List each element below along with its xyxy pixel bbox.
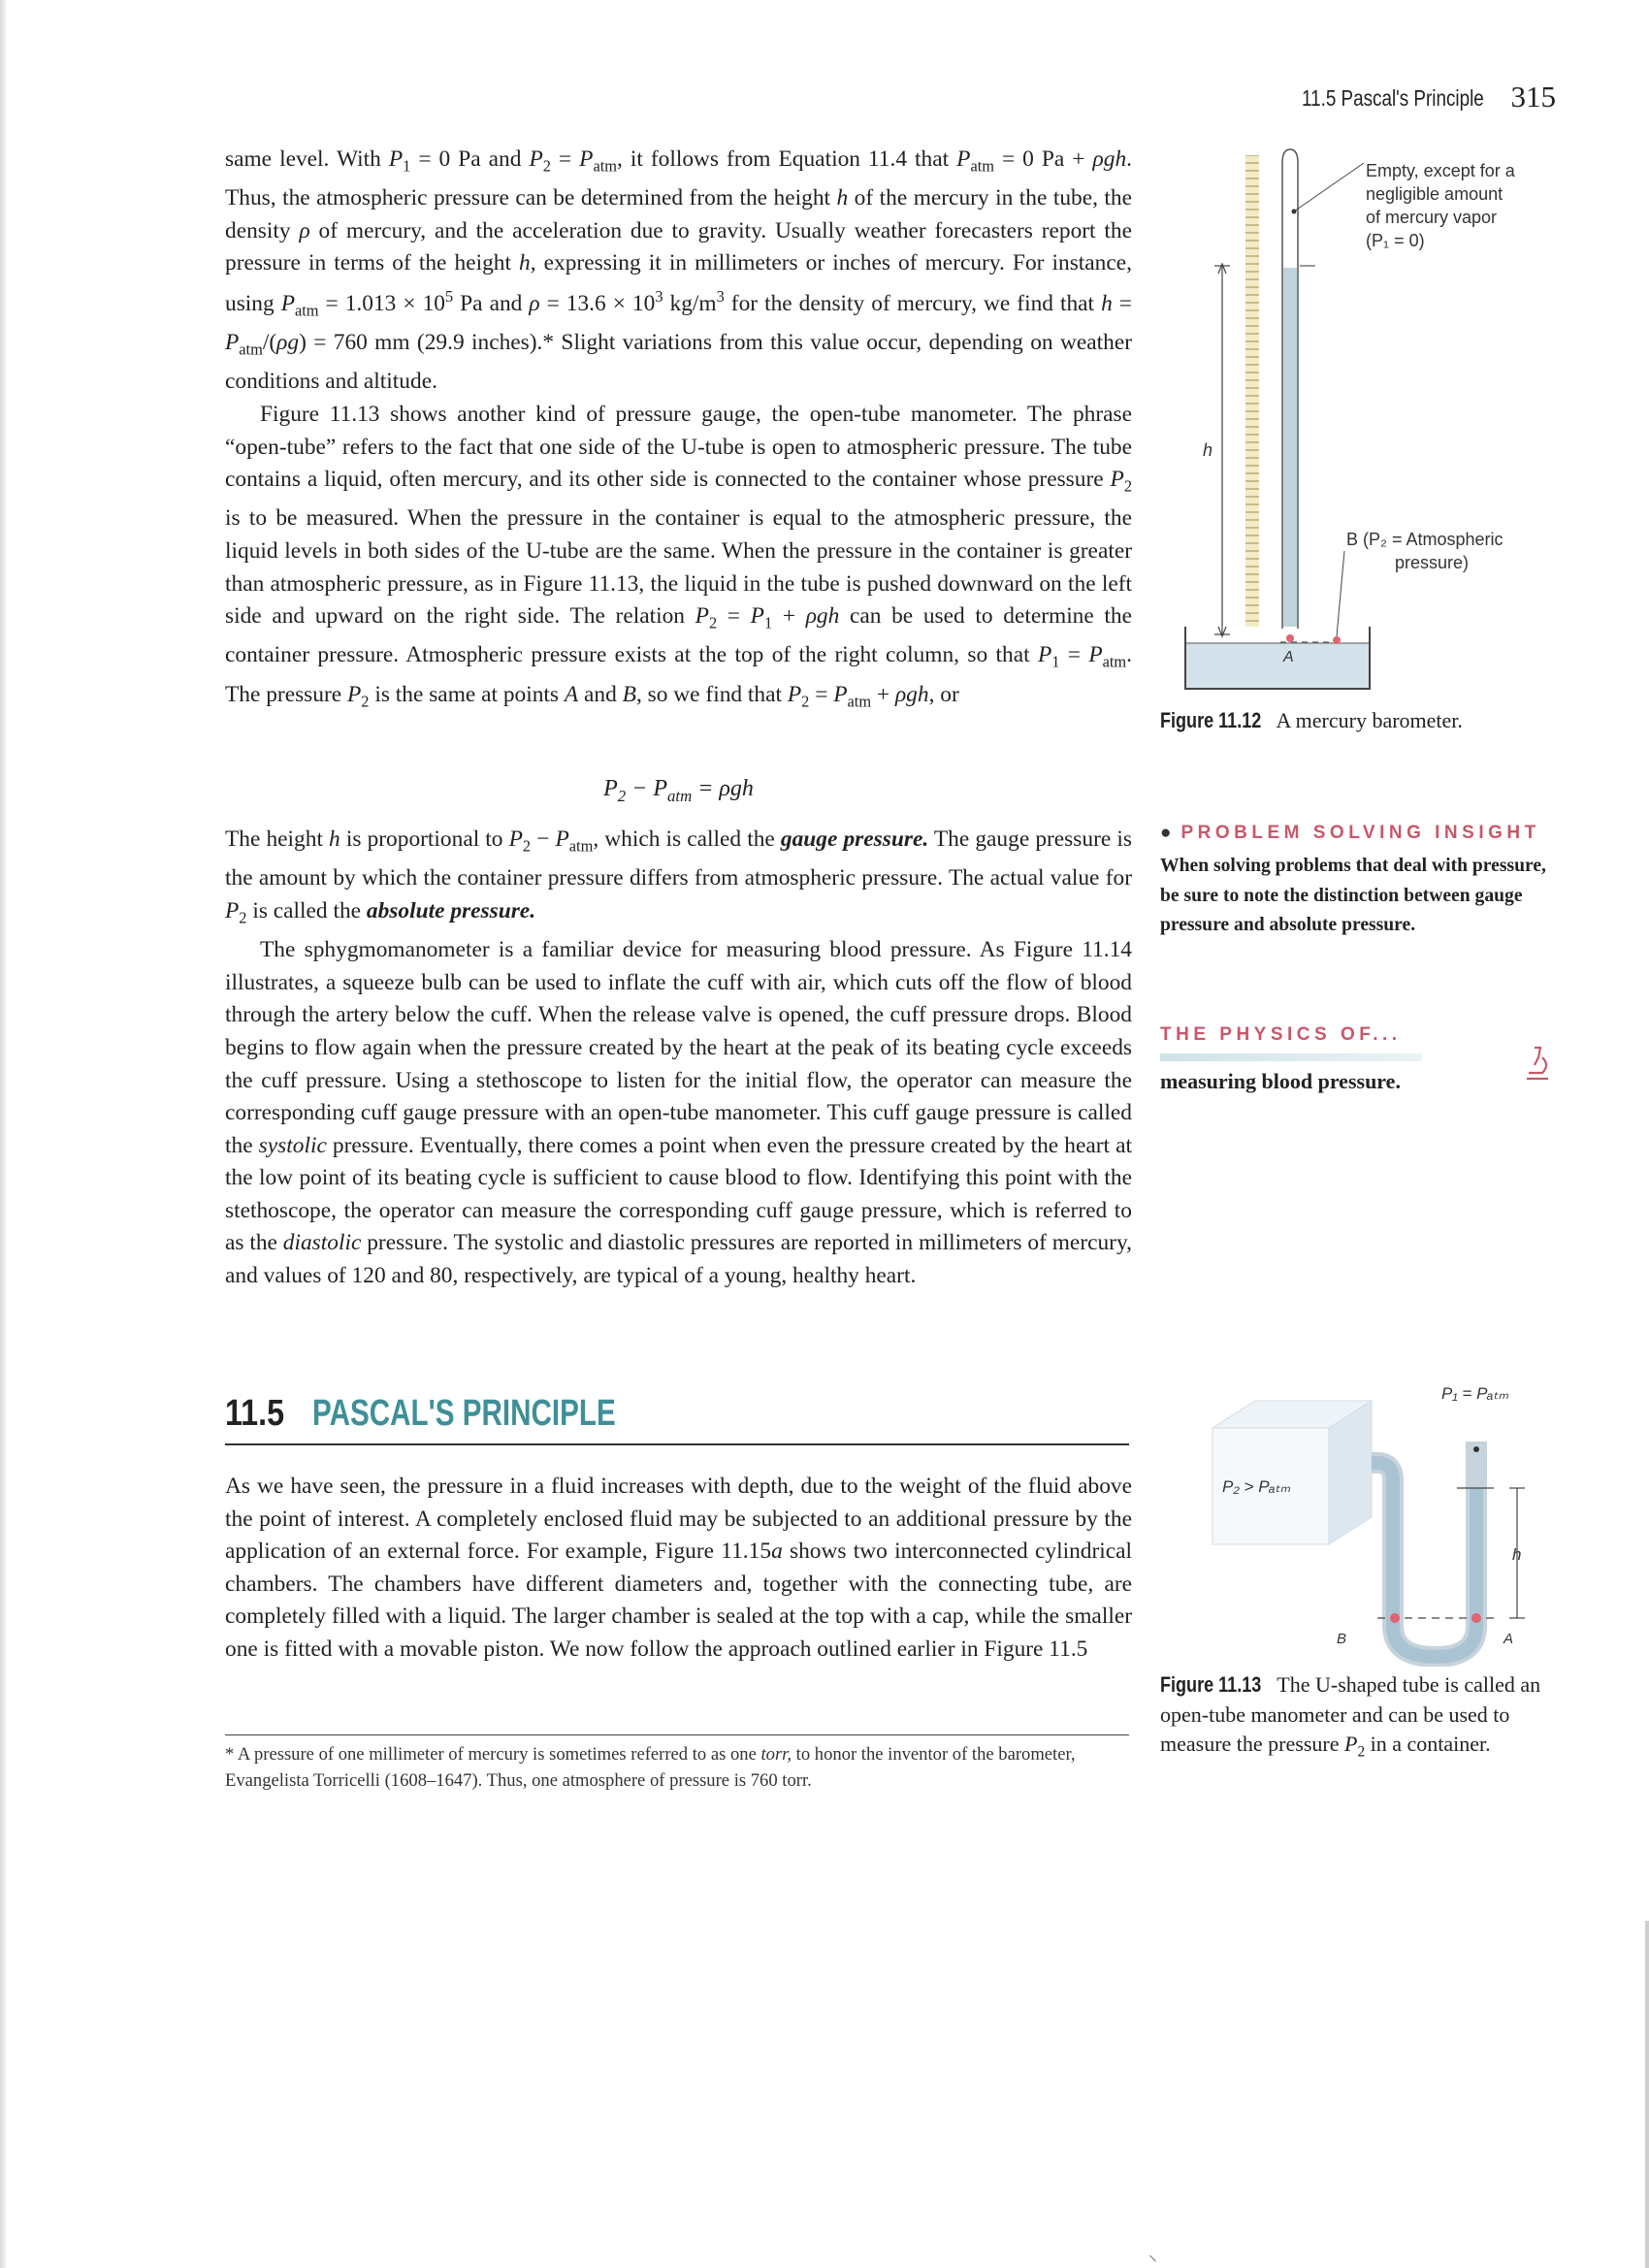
text-run: Figure 11.13 shows another kind of pressure gauge, the open-tube manometer. The phrase “open-tube” refers to the fact that one side of the U-tube is open to atmospheric pressure. The tube contains a liquid, often mercury, and its other side is connected to the container whose pressure [225, 401, 1132, 493]
body-text-lower [225, 1471, 1132, 1667]
scan-mark: ⸜ [1148, 2245, 1157, 2264]
text-run: As we have seen, the pressure in a fluid increases with depth, due to the weight of the fluid above the point of interest. A completely enclosed fluid may be subjected to an additional pressure by the application of an external force. For example, Figure 11.15 [225, 1474, 1132, 1565]
text-run: diastolic [282, 1230, 362, 1256]
label-b-2: pressure) [1395, 553, 1470, 572]
text-run: , so we find that [635, 681, 788, 707]
text-run: h [1101, 290, 1113, 316]
caption-text: A mercury barometer. [1272, 708, 1463, 732]
insight-text: When solving problems that deal with pressure, be sure to note the distinction between gauge pressure and absolute pressure. [1160, 856, 1546, 936]
text-run: ) = 760 mm (29.9 inches).* Slight variations from this value occur, depending on weather conditions and altitude. [225, 330, 1132, 395]
text-run: is called the [246, 897, 367, 923]
text-run: * A pressure of one millimeter of mercury is sometimes referred to as one [225, 1744, 761, 1765]
equation-gauge-pressure [225, 776, 1132, 806]
insight-heading-text: PROBLEM SOLVING INSIGHT [1180, 823, 1540, 843]
text-run: Pa and [453, 290, 530, 316]
text-run: P [555, 826, 569, 852]
text-run: is proportional to [340, 826, 509, 852]
text-run: = 1.013 × 10 [318, 290, 445, 316]
text-run: ρgh [805, 603, 840, 630]
paragraph [225, 399, 1132, 718]
text-run: 1 [1051, 653, 1060, 672]
text-run: 2 [801, 692, 810, 711]
text-run: 2 [617, 786, 627, 805]
text-run: 2 [239, 908, 247, 927]
figure-number: Figure 11.13 [1160, 1672, 1262, 1697]
text-run: for the density of mercury, we find that [724, 290, 1102, 316]
text-run: systolic [258, 1132, 327, 1158]
label-p2: P₂ > Pₐₜₘ [1222, 1477, 1291, 1496]
text-run: P [833, 681, 848, 707]
text-run: ρgh [894, 681, 929, 707]
text-run: 3 [655, 287, 663, 307]
text-run: is to be measured. When the pressure in the container is equal to the atmospheric pressure, the liquid levels in both sides of the U-tube are the same. When the pressure in the container is greater than atmospheric pressure, as in Figure 11.13, the liquid in the tube is pushed downward on the left side and upward on the right side. The relation [225, 505, 1132, 630]
text-run: atm [1102, 653, 1127, 672]
text-run: P [787, 681, 802, 707]
text-run: − [531, 826, 556, 852]
manometer-figure [1203, 1376, 1552, 1667]
paragraph [225, 144, 1132, 399]
body-text-middle [225, 824, 1132, 1293]
leader-b [1337, 551, 1344, 636]
text-run: P [695, 603, 709, 630]
text-run: = [717, 603, 751, 630]
text-run: , expressing it in millimeters or inches of mercury. For instance, using [225, 250, 1132, 316]
text-run: = [809, 681, 834, 707]
text-run: = [550, 146, 580, 172]
text-run: , or [928, 681, 959, 707]
page-number: 315 [1510, 80, 1556, 113]
text-run: absolute pressure. [366, 897, 536, 923]
text-run: , it follows from Equation 11.4 that [616, 146, 957, 172]
text-run: = [692, 776, 720, 801]
label-empty-2: negligible amount [1366, 184, 1504, 204]
text-run: P [653, 776, 668, 801]
text-run: P [579, 146, 594, 172]
label-empty-4: (P₁ = 0) [1366, 231, 1425, 250]
text-run: P [1037, 642, 1052, 668]
text-run: + [772, 603, 806, 630]
text-run: P [603, 776, 618, 801]
text-run: 2 [542, 156, 551, 176]
figure-number: Figure 11.12 [1160, 708, 1262, 732]
text-run: = 13.6 × 10 [539, 290, 656, 316]
body-text-top [225, 144, 1132, 718]
text-run: = [1112, 290, 1132, 316]
text-run: h [329, 826, 340, 852]
point-a-dot [1471, 1613, 1481, 1623]
point-b-dot [1390, 1613, 1400, 1623]
text-run: + [871, 681, 895, 707]
dish-mercury [1186, 643, 1369, 688]
text-run: pressure. The systolic and diastolic pressures are reported in millimeters of mercury, and values of 120 and 80, respectively, are typical of a young, healthy heart. [225, 1230, 1132, 1289]
label-p1: P₁ = Pₐₜₘ [1441, 1384, 1509, 1403]
text-run: 2 [708, 613, 718, 632]
text-run: P [508, 826, 523, 852]
text-run: B [622, 681, 636, 707]
text-run: The height [225, 826, 330, 852]
point-a-dot [1286, 634, 1294, 642]
ruler-ticks [1245, 155, 1259, 627]
text-run: atm [295, 301, 319, 320]
running-head [1251, 80, 1562, 122]
bullet-icon: ● [1160, 823, 1172, 843]
text-run: a [771, 1539, 783, 1565]
physics-of-box [1160, 1024, 1548, 1094]
paragraph [225, 824, 1132, 934]
text-run: = 0 Pa and [410, 146, 530, 172]
label-empty-1: Empty, except for a [1366, 161, 1515, 180]
text-run: P [388, 146, 404, 172]
leader-empty [1294, 163, 1364, 211]
text-run: The U-shaped tube is called an open-tube manometer and can be used to measure the pressure [1160, 1672, 1541, 1756]
text-run: P [1110, 467, 1124, 493]
text-run: − [626, 776, 654, 801]
problem-solving-insight [1160, 823, 1548, 941]
text-run: h [836, 185, 849, 211]
text-run: /( [262, 330, 277, 356]
label-empty-3: of mercury vapor [1366, 208, 1498, 227]
text-run: 2 [1123, 476, 1132, 496]
text-run: shows two interconnected cylindrical chambers. The chambers have different diameters and, together with the connecting tube, are completely filled with a liquid. The larger chamber is sealed at the top with a cap, while the smaller one is fitted with a movable piston. We now follow the approach outlined earlier in Figure 11.5 [225, 1539, 1133, 1662]
label-h: h [1203, 440, 1213, 460]
text-run: 2 [522, 836, 532, 856]
text-run: torr, [760, 1744, 792, 1765]
text-run: , which is called the [593, 826, 781, 852]
text-run: ρgh [719, 776, 754, 801]
text-run: same level. With [225, 146, 389, 172]
text-run: P [750, 603, 764, 630]
text-run: P [347, 681, 362, 707]
text-run: h [519, 250, 531, 276]
text-run: P [225, 897, 240, 923]
text-run: atm [568, 836, 594, 856]
text-run: P [1343, 1732, 1358, 1756]
text-run: 5 [444, 287, 454, 307]
text-run: atm [239, 340, 263, 359]
leader-empty-dot [1292, 210, 1297, 214]
barometer-figure [1174, 144, 1542, 706]
physics-heading-bar [1160, 1053, 1422, 1061]
text-run: and [578, 681, 623, 707]
mercury-column [1283, 268, 1297, 627]
physics-text: measuring blood pressure. [1160, 1069, 1401, 1093]
text-run: The gauge pressure is the amount by which the container pressure differs from atmospheric pressure. The actual value for [225, 826, 1132, 891]
microscope-icon [1523, 1044, 1552, 1083]
running-head-section: 11.5 Pascal's Principle [1302, 85, 1484, 111]
insight-heading [1160, 823, 1548, 844]
text-run: pressure. Eventually, there comes a point when even the pressure created by the heart at the low point of its beating cycle is sufficient to cause blood to flow. Identifying this point with the stethoscope, the operator can measure the corresponding cuff gauge pressure, which is referred to as the [225, 1132, 1132, 1256]
u-tube-liquid [1372, 1463, 1476, 1657]
text-run: P [225, 330, 240, 356]
text-run: can be used to determine the container pressure. Atmospheric pressure exists at the top of the right column, so that [225, 603, 1133, 668]
footnote [225, 1734, 1129, 1794]
text-run: P [280, 290, 295, 316]
text-run: atm [593, 156, 617, 176]
point-b-dot [1333, 636, 1341, 644]
text-run: to honor the inventor of the barometer, Evangelista Torricelli (1608–1647). Thus, one atmosphere of pressure is 760 torr. [225, 1744, 1076, 1791]
text-run: P [529, 146, 543, 172]
text-run: gauge pressure. [780, 826, 929, 852]
text-run: = 0 Pa + [993, 146, 1093, 172]
physics-heading: THE PHYSICS OF... [1160, 1024, 1402, 1045]
text-run: 2 [1357, 1743, 1366, 1761]
p1-dot [1473, 1446, 1479, 1452]
text-run: . Thus, the atmospheric pressure can be determined from the height [225, 146, 1132, 211]
text-run: atm [847, 692, 872, 711]
section-title: PASCAL'S PRINCIPLE [312, 1393, 616, 1434]
text-run: atm [970, 156, 994, 176]
label-h: h [1512, 1545, 1522, 1564]
text-run: 1 [763, 613, 773, 632]
text-run: atm [667, 786, 693, 805]
label-a: A [1283, 649, 1294, 665]
text-run: kg/m [663, 290, 717, 316]
label-b-1: B (P₂ = Atmospheric [1346, 530, 1504, 549]
scan-edge-right [1645, 1921, 1649, 2268]
text-run: ρ [299, 217, 310, 243]
paragraph [225, 934, 1132, 1293]
label-b: B [1337, 1631, 1347, 1647]
label-a: A [1504, 1631, 1514, 1647]
text-run: 3 [716, 287, 725, 307]
text-run: ρgh [1092, 146, 1127, 172]
text-run: ρg [276, 330, 300, 356]
figure-11-13-caption [1160, 1670, 1548, 1767]
text-run: in a container. [1365, 1732, 1491, 1756]
paragraph [225, 1471, 1132, 1667]
scan-edge [0, 0, 6, 2268]
text-run: of mercury, and the acceleration due to gravity. Usually weather forecasters report the pressure in terms of the height [225, 217, 1132, 276]
text-run: is the same at points [369, 681, 565, 707]
text-run: . The pressure [225, 642, 1133, 707]
text-run: of the mercury in the tube, the density [225, 185, 1132, 243]
text-run: ρ [529, 290, 540, 316]
text-run: P [956, 146, 971, 172]
text-run: The sphygmomanometer is a familiar device for measuring blood pressure. As Figure 11.14 illustrates, a squeeze bulb can be used to inflate the cuff with air, which cuts off the flow of blood through the artery below the cuff. When the release valve is opened, the cuff pressure drops. Blood begins to flow again when the pressure created by the heart at the peak of its beating cycle exceeds the cuff pressure. Using a stethoscope to listen for the initial flow, the operator can measure the corresponding cuff gauge pressure with an open-tube manometer. This cuff gauge pressure is called the [225, 937, 1132, 1158]
text-run: A [564, 681, 579, 707]
text-run: = [1059, 642, 1089, 668]
section-heading [225, 1393, 1129, 1445]
text-run: 2 [361, 692, 370, 711]
text-run: P [1088, 642, 1103, 668]
text-run: 1 [403, 156, 411, 176]
figure-11-12-caption [1160, 706, 1548, 736]
section-number: 11.5 [225, 1393, 285, 1434]
